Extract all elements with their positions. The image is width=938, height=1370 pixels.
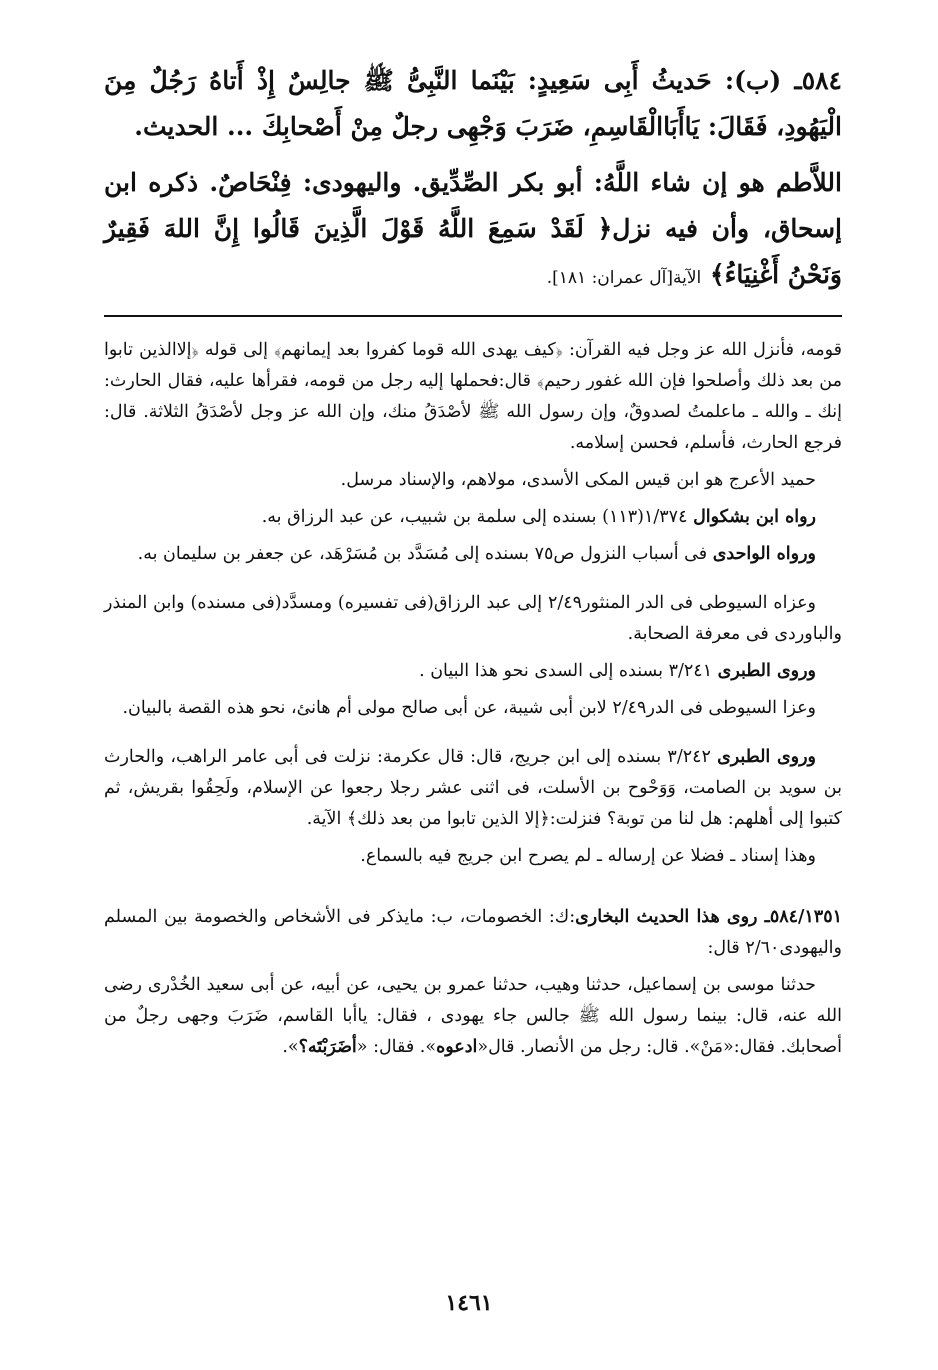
main-text xyxy=(104,58,842,301)
footnote-text: ٣/٢٤٢ بسنده إلى ابن جريج، قال: قال عكرمة: نزلت فى أبى عامر الراهب، والحارث بن سويد بن الصامت، وَوَحْوح بن الأسلت، فى اثنى عشر رجلا رجعوا عن الإسلام، ولَحِقُوا بقريش، ثم كتبوا إلى أهلهم: هل لنا من توبة؟ فنزلت:﴿إلا الذين تابوا من بعد ذلك﴾ الآية. xyxy=(104,747,842,829)
footnotes xyxy=(104,335,842,872)
section-body-text: حدثنا موسى بن إسماعيل، حدثنا وهيب، حدثنا عمرو بن يحيى، عن أبيه، عن أبى سعيد الخُدْرى رضى الله عنه، قال: بينما رسول الله ﷺ جالس جاء يهودى ، فقال: ياأبا القاسم، ضَرَبَ وجهى رجلٌ من أصحابك. فقال:«مَنْ». قال: رجل من الأنصار. قال« xyxy=(104,975,842,1057)
source-name: وروى الطبرى xyxy=(717,661,816,681)
quran-reference-start: الآية[آل عمران: xyxy=(591,268,702,288)
footnote-paragraph: وعزاه السيوطى فى الدر المنثور٢/٤٩ إلى عبد الرزاق(فى تفسيره) ومسدَّد(فى مسنده) وابن المنذر والباوردى فى معرفة الصحابة. xyxy=(104,593,842,644)
section-heading-bold: ٥٨٤/١٣٥١ـ روى هذا الحديث البخارى xyxy=(575,907,842,927)
section-body xyxy=(104,970,842,1063)
section-body-text: ». فقال: « xyxy=(356,1037,437,1057)
footnote-text: فى أسباب النزول ص٧٥ بسنده إلى مُسَدَّد بن مُسَرْهَد، عن جعفر بن سليمان به. xyxy=(137,544,708,564)
entry-line-3: اللاَّطم هو إن شاء اللَّهُ: أبو بكر الصِّدِّيق. واليهودى: فِنْحَاصٌ. ذكره ابن إسحاق، xyxy=(104,168,842,243)
footnote-divider xyxy=(104,315,842,317)
footnote-paragraph xyxy=(104,502,842,533)
footnote-paragraph xyxy=(104,656,842,687)
source-name: رواه ابن بشكوال xyxy=(693,507,816,527)
quoted-word: أضَرَبْتَه؟ xyxy=(298,1037,357,1057)
footnote-paragraph: وهذا إسناد ـ فضلا عن إرساله ـ لم يصرح ابن جريج فيه بالسماع. xyxy=(360,846,816,866)
page-number: ١٤٦١ xyxy=(445,1290,493,1316)
entry-line-4: وأن فيه نزل﴿ لَقَدْ سَمِعَ اللَّهُ قَوْلَ الَّذِينَ قَالُوا إِنَّ اللهَ فَقِيرٌ وَنَحْنُ أَغْنِيَاءُ﴾ xyxy=(104,214,842,289)
quoted-word: ادعوه xyxy=(436,1037,478,1057)
quran-reference xyxy=(547,268,702,288)
takhrij-section xyxy=(104,902,842,1063)
footnote-paragraph xyxy=(104,742,842,835)
footnote-paragraph: قومه، فأنزل الله عز وجل فيه القرآن: ﴿كيف يهدى الله قوما كفروا بعد إيمانهم﴾ إلى قوله ﴿إلاالذين تابوا من بعد ذلك وأصلحوا فإن الله غفور رحيم﴾ قال:فحملها إليه رجل من قومه، فقرأها عليه، فقال الحارث: إنك ـ والله ـ ماعلمتُ لصدوقٌ، وإن رسول الله ﷺ لأصْدَقُ منك، وإن الله عز وجل لأصْدَقُ الثلاثة. قال: فرجع الحارث، فأسلم، فحسن إسلامه. xyxy=(104,340,842,453)
commentary-paragraph xyxy=(104,160,842,301)
footnote-text: ٣/٢٤١ بسنده إلى السدى نحو هذا البيان . xyxy=(419,661,713,681)
source-name: ورواه الواحدى xyxy=(712,544,816,564)
footnote-paragraph: حميد الأعرج هو ابن قيس المكى الأسدى، مولاهم، والإسناد مرسل. xyxy=(340,470,816,490)
entry-line-1: ٥٨٤ـ (ب): حَديثُ أَبِى سَعِيدٍ: بَيْنَما النَّبِىُّ ﷺ جالِسٌ إِذْ أَتاهُ رَجُلٌ مِنَ الْيَهُودِ، xyxy=(104,66,842,141)
source-name: وروى الطبرى xyxy=(717,747,816,767)
footnote-paragraph: وعزا السيوطى فى الدر٢/٤٩ لابن أبى شيبة، عن أبى صالح مولى أم هانئ، نحو هذه القصة بالبيان. xyxy=(122,698,816,718)
entry-line-2: فَقَالَ: يَاأَبَاالْقَاسِمِ، ضَرَبَ وَجْهِى رجلٌ مِنْ أَصْحابِكَ ... الحديث. xyxy=(134,112,768,141)
hadith-entry xyxy=(104,58,842,150)
quran-reference-end: ١٨١]. xyxy=(546,268,587,288)
footnote-text: ١/٣٧٤(١١٣) بسنده إلى سلمة بن شبيب، عن عبد الرزاق به. xyxy=(261,507,688,527)
section-heading xyxy=(104,902,842,964)
section-heading-rest: :ك: الخصومات، ب: مايذكر فى الأشخاص والخصومة بين المسلم واليهودى٢/٦٠ قال: xyxy=(104,907,842,958)
footnote-paragraph xyxy=(104,539,842,570)
section-body-text: ». xyxy=(282,1037,299,1057)
